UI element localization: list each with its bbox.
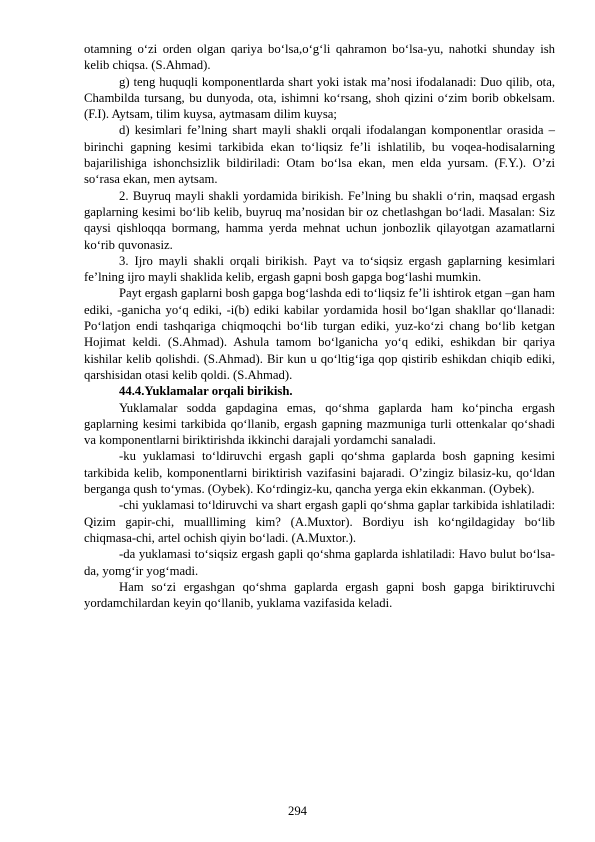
document-page [84,41,555,611]
paragraph-ku: -ku yuklamasi to‘ldiruvchi ergash gapli qo‘shma gaplarda bosh gapning kesimi tarkibida kelib, komponentlarni biriktirish vazifasini bajaradi. O’zingiz bilasiz-ku, qo‘ldan berganga qush to‘ymas. (Oybek). Ko‘rdingiz-ku, qancha yerga ekin ekkanman. (Oybek). [84,449,555,497]
paragraph-ham: Ham so‘zi ergashgan qo‘shma gaplarda ergash gapni bosh gapga biriktiruvchi yordamchilardan keyin qo‘llanib, yuklama vazifasida keladi. [84,579,555,611]
paragraph-ijro-mayli: 3. Ijro mayli shakli orqali birikish. Payt va to‘siqsiz ergash gaplarning kesimlari fe’lning ijro mayli shaklida kelib, ergash gapni bosh gapga bog‘lashi mumkin. [84,253,555,285]
paragraph-payt-ergash: Payt ergash gaplarni bosh gapga bog‘lashda edi to‘liqsiz fe’li ishtirok etgan –gan ham ediki, -ganicha yo‘q ediki, -i(b) ediki kabilar yordamida hosil bo‘lgan shakllar qo‘llanadi: Po‘latjon endi tashqariga chiqmoqchi bo‘lib turgan ediki, yuz-ko‘zi chang bo‘lib ketgan Hojimat keldi. (S.Ahmad). Ashula tamom bo‘lganicha yo‘q ediki, eshikdan bir qariya kishilar kelib qolishdi. (S.Ahmad). Bir kun u qo‘ltig‘iga qop qistirib eshikdan chiqib ediki, qarshisidan otasi kelib qoldi. (S.Ahmad). [84,286,555,382]
paragraph-chi: -chi yuklamasi to‘ldiruvchi va shart ergash gapli qo‘shma gaplar tarkibida ishlatiladi: Qizim gapir-chi, muallliming kim? (A.Muxtor). Bordiyu ish ko‘ngildagiday bo‘lib chiqmasa-chi, artel ochish qiyin bo‘ladi. (A.Muxtor.). [84,498,555,545]
paragraph-d: d) kesimlari fe’lning shart mayli shakli orqali ifodalangan komponentlar orasida – birinchi gapning kesimi tarkibida ekan to‘liqsiz fe’li ishlatilib, bu voqea-hodisalarning bajarilishiga ishonchsizlik bildiriladi: Otam bo‘lsa ekan, men elda yursam. (F.Y.). O’zi so‘rasa ekan, men aytsam. [84,123,555,187]
paragraph-g: g) teng huquqli komponentlarda shart yoki istak ma’nosi ifodalanadi: Duo qilib, ota, Chambilda tursang, bu dunyoda, ota, ishimni ko‘rsang, shoh qizini o‘zim borib obkelsam. (F.I). Aytsam, tilim kuysa, aytmasam dilim kuysa; [84,74,555,122]
paragraph-buyruq-mayli: 2. Buyruq mayli shakli yordamida birikish. Fe’lning bu shakli o‘rin, maqsad ergash gaplarning kesimi bo‘lib kelib, buyruq ma’nosidan bir oz chetlashgan bo‘ladi. Masalan: Siz qaysi qishloqqa bormang, hamma yerda mehnat uchun jonbozlik qilayotgan azamatlarni ko‘rib quvonasiz. [84,188,555,252]
paragraph-da: -da yuklamasi to‘siqsiz ergash gapli qo‘shma gaplarda ishlatiladi: Havo bulut bo‘lsa-da, yomg‘ir yog‘madi. [84,547,555,578]
section-heading: 44.4.Yuklamalar orqali birikish. [119,384,293,399]
paragraph-yuklamalar: Yuklamalar sodda gapdagina emas, qo‘shma gaplarda ham ko‘pincha ergash gaplarning kesimi tarkibida qo‘llanib, ergash gapning mazmuniga turli ottenkalar qo‘shadi va komponentlarni biriktirishda ikkinchi darajali yordamchi sanaladi. [84,400,555,448]
paragraph-continuation: otamning o‘zi orden olgan qariya bo‘lsa,o‘g‘li qahramon bo‘lsa-yu, nahotki shunday ish kelib chiqsa. (S.Ahmad). [84,42,555,73]
page-number: 294 [287,804,308,818]
